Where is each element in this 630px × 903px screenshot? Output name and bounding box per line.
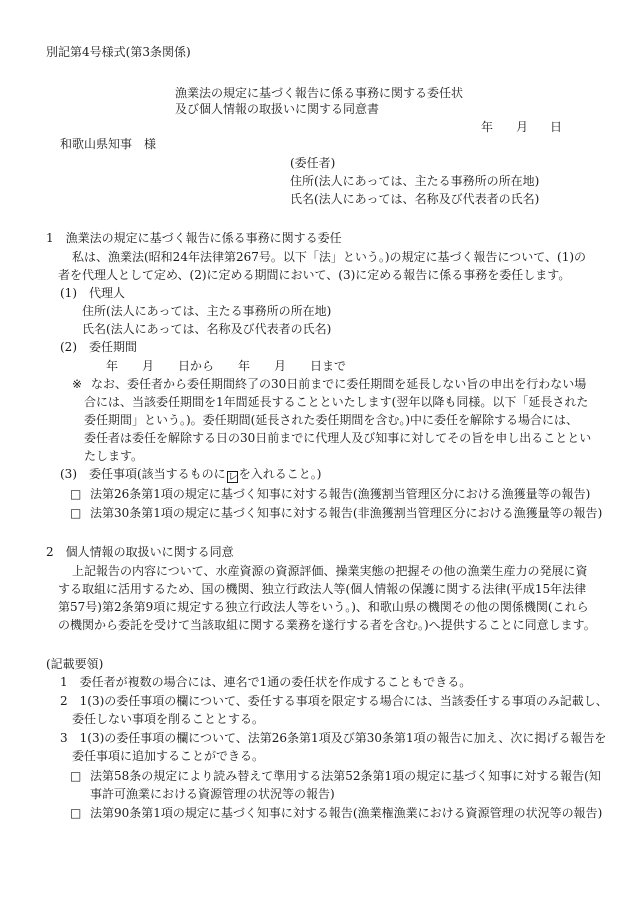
period-dates: 年 月 日から 年 月 日まで xyxy=(106,359,347,373)
period-note-line: 委任者は委任を解除する日の30日前までに代理人及び知事に対してその旨を申し出ることとい xyxy=(84,431,592,445)
matters-heading-text: を入れること。) xyxy=(238,467,322,481)
form-label: 別記第4号様式(第3条関係) xyxy=(46,45,191,59)
extra-item-label-cont: 事許可漁業における資源管理の状況等の報告) xyxy=(90,787,335,801)
agent-name: 氏名(法人にあっては、名称及び代表者の氏名) xyxy=(82,322,332,336)
agent-address: 住所(法人にあっては、主たる事務所の所在地) xyxy=(82,304,332,318)
notes-heading: (記載要領) xyxy=(46,657,104,671)
period-note-line: 合には、当該委任期間を1年間延長することといたします(翌年以降も同様。以下「延長された xyxy=(84,395,589,409)
addressee: 和歌山県知事 様 xyxy=(60,137,157,151)
title-line-1: 漁業法の規定に基づく報告に係る事務に関する委任状 xyxy=(175,86,464,100)
extra-item-label: 法第58条の規定により読み替えて準用する法第52条第1項の規定に基づく知事に対する報告(知 xyxy=(90,769,601,783)
extra-item-label: 法第90条第1項の規定に基づく知事に対する報告(漁業権漁業における資源管理の状況等の報告) xyxy=(90,806,603,820)
matter-checkbox[interactable]: □ xyxy=(70,487,82,501)
period-note-line: たします。 xyxy=(84,449,144,463)
note-item-3: 3 1(3)の委任事項の欄について、法第26条第1項及び第30条第1項の報告に加え、次に掲げる報告を xyxy=(60,731,607,745)
matters-heading-text: (3) 委任事項(該当するものに xyxy=(60,467,226,481)
period-note-mark: ※ xyxy=(72,377,83,391)
section-1-heading: 1 漁業法の規定に基づく報告に係る事務に関する委任 xyxy=(46,231,342,245)
period-note-line: なお、委任者から委任期間終了の30日前までに委任期間を延長しない旨の申出を行わない場 xyxy=(91,377,587,391)
section-2-body-line: する取組に活用するため、国の機関、独立行政法人等(個人情報の保護に関する法律(平成15年法律 xyxy=(58,582,587,596)
date-year: 年 xyxy=(481,120,494,134)
title-line-2: 及び個人情報の取扱いに関する同意書 xyxy=(175,102,380,116)
delegator-label: (委任者) xyxy=(290,156,336,170)
section-2-body-line: 上記報告の内容について、水産資源の資源評価、操業実態の把握その他の漁業生産力の発展に資 xyxy=(72,564,588,578)
period-note-line: 委任期間」という。)。委任期間(延長された委任期間を含む。)中に委任を解除する場合には、 xyxy=(84,413,579,427)
note-item-2: 2 1(3)の委任事項の欄について、委任する事項を限定する場合には、当該委任する事項のみ記載し、 xyxy=(60,694,608,708)
section-2-body-line: の機関から委託を受けて当該取組に関する業務を遂行する者を含む。)へ提供することに同意します。 xyxy=(58,618,596,632)
agent-heading: (1) 代理人 xyxy=(60,286,125,300)
check-mark-icon: レ xyxy=(227,472,238,483)
matter-item-label: 法第30条第1項の規定に基づく知事に対する報告(非漁獲割当管理区分における漁獲量等の報告) xyxy=(90,506,603,520)
matter-checkbox[interactable]: □ xyxy=(70,506,82,520)
delegator-name: 氏名(法人にあっては、名称及び代表者の氏名) xyxy=(290,192,540,206)
note-item-2-cont: 委任しない事項を削ることとする。 xyxy=(72,712,265,726)
matters-heading xyxy=(60,468,321,483)
extra-checkbox[interactable]: □ xyxy=(70,769,82,783)
section-2-body-line: 第57号)第2条第9項に規定する独立行政法人等をいう。)、和歌山県の機関その他の関係機関(これら xyxy=(58,600,589,614)
period-heading: (2) 委任期間 xyxy=(60,340,137,354)
section-1-intro-line: 者を代理人として定め、(2)に定める期間において、(3)に定める報告に係る事務を委任します。 xyxy=(58,268,571,282)
date-day: 日 xyxy=(550,120,563,134)
note-item-3-cont: 委任事項に追加することができる。 xyxy=(72,749,265,763)
delegator-address: 住所(法人にあっては、主たる事務所の所在地) xyxy=(290,174,540,188)
section-2-heading: 2 個人情報の取扱いに関する同意 xyxy=(46,545,234,559)
note-item-1: 1 委任者が複数の場合には、連名で1通の委任状を作成することもできる。 xyxy=(60,675,472,689)
date-month: 月 xyxy=(516,120,529,134)
section-1-intro-line: 私は、漁業法(昭和24年法律第267号。以下「法」という。)の規定に基づく報告について、(1)の xyxy=(72,250,587,264)
extra-checkbox[interactable]: □ xyxy=(70,806,82,820)
matter-item-label: 法第26条第1項の規定に基づく知事に対する報告(漁獲割当管理区分における漁獲量等の報告) xyxy=(90,487,591,501)
